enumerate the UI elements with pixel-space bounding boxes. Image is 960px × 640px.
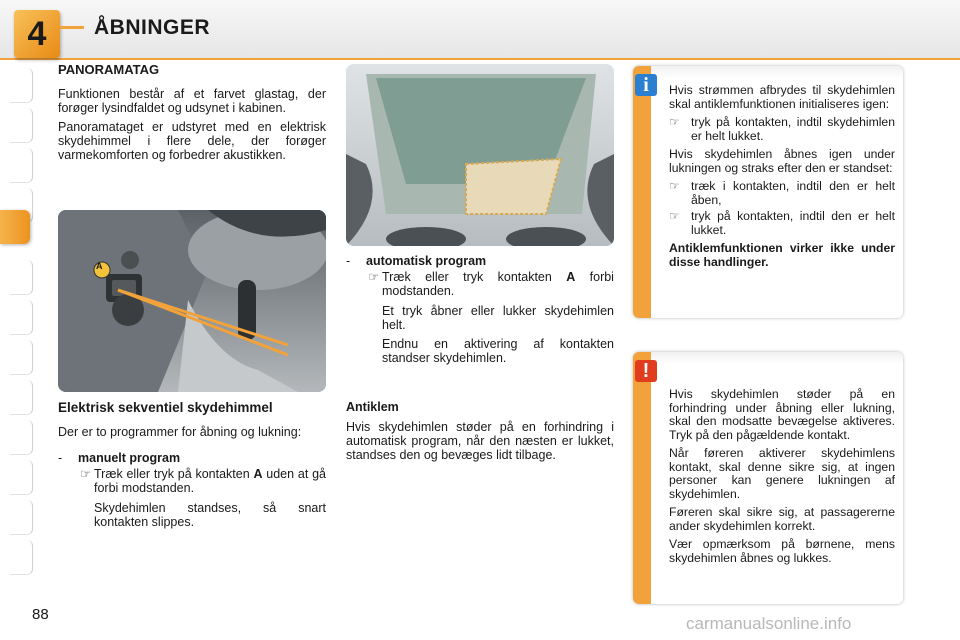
paragraph: Hvis strømmen afbrydes til skydehimlen skal antiklemfunktionen initialiseres igen: (669, 83, 895, 111)
info-box (633, 66, 903, 318)
paragraph: Panoramataget er udstyret med en elektrisk skydehimmel i flere dele, der forøger varmekomforten og forbedrer akustikken. (58, 120, 326, 162)
paragraph: Endnu en aktivering af kontakten standser skydehimlen. (382, 337, 614, 365)
program-title: automatisk program (366, 254, 487, 268)
warning-icon: ! (635, 360, 657, 382)
instruction-bullet (659, 210, 895, 237)
header-divider (60, 26, 84, 29)
paragraph: Hvis skydehimlen åbnes igen under lukningen og straks efter den er standset: (669, 147, 895, 175)
pointing-hand-icon: ☞ (80, 467, 92, 481)
console-photo (58, 210, 326, 392)
chapter-tab-2[interactable] (10, 108, 33, 143)
paragraph: Føreren skal sikre sig, at passagererne ander skydehimlen korrekt. (669, 505, 895, 533)
section-heading: PANORAMATAG (58, 62, 160, 77)
program-item (58, 451, 326, 465)
instruction-text: tryk på kontakten, indtil den er helt lukket. (691, 209, 895, 237)
instruction-bullet (659, 180, 895, 207)
pointing-hand-icon: ☞ (669, 209, 680, 223)
chapter-tab-5[interactable] (10, 260, 33, 295)
chapter-tab-6[interactable] (10, 300, 33, 335)
dash: - (58, 451, 63, 465)
pointing-hand-icon: ☞ (669, 179, 680, 193)
dash: - (346, 254, 351, 268)
paragraph: Skydehimlen standses, så snart kontakten slippes. (94, 501, 326, 529)
switch-key: A (566, 270, 576, 284)
program-title: manuelt program (78, 451, 181, 465)
switch-label-a: A (96, 261, 103, 271)
page-title: ÅBNINGER (94, 16, 211, 39)
box-header (651, 66, 903, 78)
paragraph: Når føreren aktiverer skydehimlens kontakt, skal denne sikre sig, at ingen personer kan genere lukningen af skydehimlen. (669, 446, 895, 501)
chapter-tab-9[interactable] (10, 420, 33, 455)
chapter-tab-1[interactable] (10, 68, 33, 103)
pointing-hand-icon: ☞ (368, 270, 380, 284)
paragraph: Antiklemfunktionen virker ikke under disse handlinger. (669, 241, 895, 269)
panoramic-roof-photo (346, 64, 614, 246)
elektrisk-section (58, 400, 326, 534)
paragraph: Hvis skydehimlen støder på en forhindring under åbning eller lukning, skal den modsatte bevægelse aktiveres. Tryk på den pågældende kontakt. (669, 387, 895, 442)
chapter-side-tabs (0, 64, 34, 584)
switch-key: A (253, 467, 263, 481)
chapter-tab-10[interactable] (10, 460, 33, 495)
chapter-tab-7[interactable] (10, 340, 33, 375)
chapter-tab-12[interactable] (10, 540, 33, 575)
panoramatag-section (58, 62, 326, 167)
roof-illustration (346, 64, 614, 246)
page-number: 88 (32, 606, 49, 623)
instruction-bullet (346, 270, 614, 298)
paragraph: Hvis skydehimlen støder på en forhindring i automatisk program, når den næsten er lukket, standses den og bevæges lidt tilbage. (346, 420, 614, 462)
paragraph: Et tryk åbner eller lukker skydehimlen helt. (382, 304, 614, 332)
program-item (346, 254, 614, 268)
paragraph: Der er to programmer for åbning og lukning: (58, 425, 302, 439)
instruction-text: Træk eller tryk på kontakten (94, 467, 250, 481)
antiklem-section (346, 400, 614, 467)
console-illustration (58, 210, 326, 392)
instruction-text: uden at gå forbi modstanden. (94, 467, 326, 495)
chapter-tab-3[interactable] (10, 148, 33, 183)
warning-box (633, 352, 903, 604)
instruction-text: forbi modstanden. (382, 270, 614, 298)
instruction-bullet (58, 467, 326, 495)
chapter-tab-8[interactable] (10, 380, 33, 415)
instruction-text: Træk eller tryk kontakten (382, 270, 552, 284)
pointing-hand-icon: ☞ (669, 115, 680, 129)
info-icon: i (635, 74, 657, 96)
chapter-tab-11[interactable] (10, 500, 33, 535)
paragraph: Vær opmærksom på børnene, mens skydehimlen åbnes og lukkes. (669, 537, 895, 565)
box-header (651, 352, 903, 364)
instruction-text: træk i kontakten, indtil den er helt åben, (691, 179, 895, 207)
chapter-badge: 4 (14, 10, 60, 58)
watermark: carmanualsonline.info (686, 614, 852, 633)
section-heading: Elektrisk sekventiel skydehimmel (58, 400, 273, 415)
automatisk-section (346, 254, 614, 370)
paragraph: Funktionen består af et farvet glastag, der forøger lysindfaldet og udsynet i kabinen. (58, 87, 326, 115)
section-heading: Antiklem (346, 400, 399, 414)
instruction-text: tryk på kontakten, indtil skydehimlen er helt lukket. (691, 115, 895, 143)
instruction-bullet (659, 116, 895, 143)
chapter-tab-active[interactable] (0, 210, 30, 244)
